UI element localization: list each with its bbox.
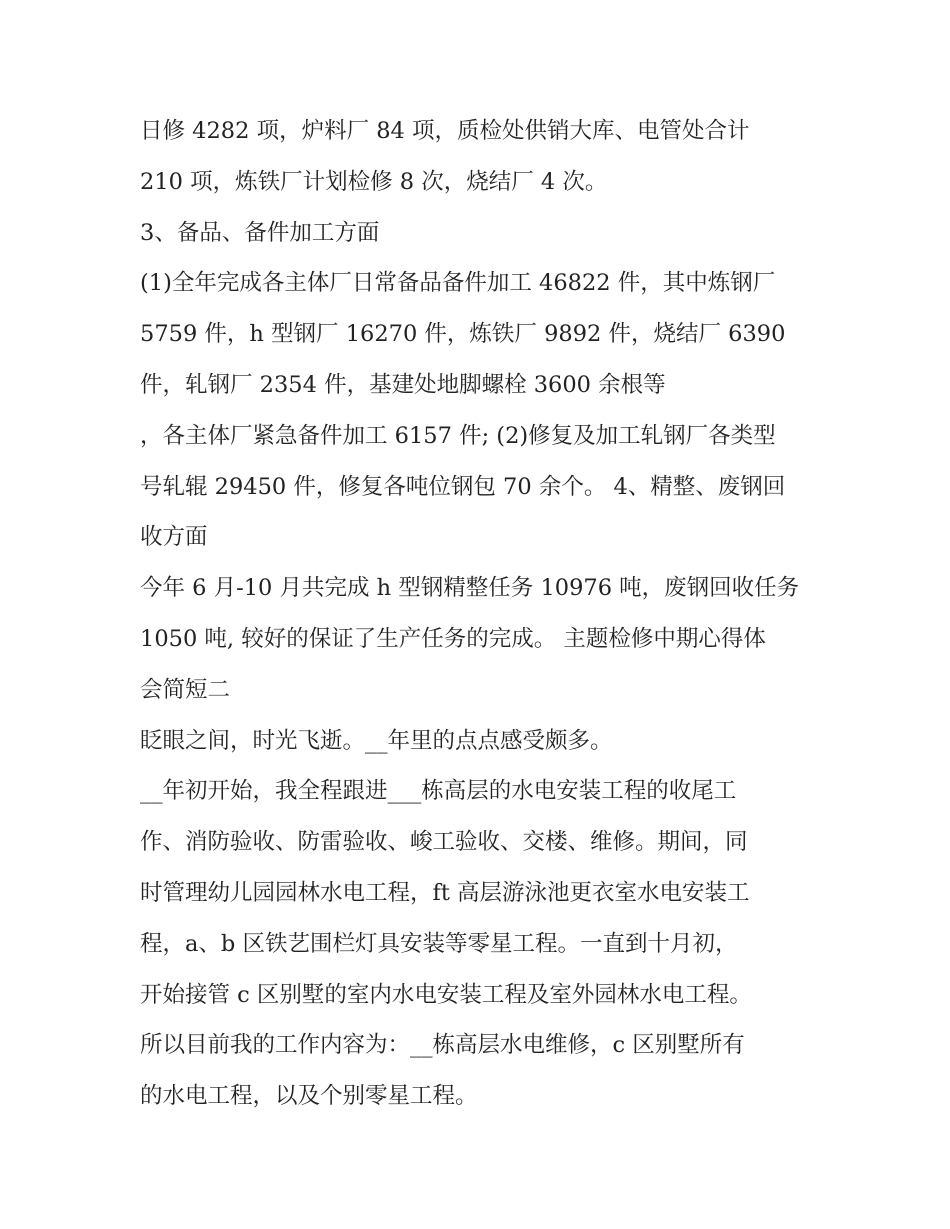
text-line: 程，a、b 区铁艺围栏灯具安装等零星工程。一直到十月初， [140, 930, 738, 957]
text-line: 的水电工程，以及个别零星工程。 [140, 1083, 478, 1110]
text-line: 今年 6 月-10 月共完成 h 型钢精整任务 10976 吨，废钢回收任务 [140, 575, 800, 602]
section-heading: 3、备品、备件加工方面 [140, 219, 380, 246]
text-line: 日修 4282 项，炉料厂 84 项，质检处供销大库、电管处合计 [140, 118, 750, 144]
text-line: 收方面 [140, 524, 208, 551]
text-line: 号轧辊 29450 件，修复各吨位钢包 70 余个。 4、精整、废钢回 [140, 473, 786, 500]
text-line: 210 项，炼铁厂计划检修 8 次，烧结厂 4 次。 [140, 168, 608, 195]
text-line: 所以目前我的工作内容为：__栋高层水电维修，c 区别墅所有 [140, 1032, 745, 1059]
text-line: 件，轧钢厂 2354 件，基建处地脚螺栓 3600 余根等 [140, 371, 666, 398]
text-line: 会简短二 [140, 676, 231, 703]
text-line: 作、消防验收、防雷验收、峻工验收、交楼、维修。期间，同 [140, 829, 748, 856]
text-line: (1)全年完成各主体厂日常备品备件加工 46822 件，其中炼钢厂 [140, 270, 776, 297]
text-line: __年初开始，我全程跟进___栋高层的水电安装工程的收尾工 [140, 778, 737, 805]
text-line: 5759 件，h 型钢厂 16270 件，炼铁厂 9892 件，烧结厂 6390 [140, 321, 786, 348]
text-line: 1050 吨, 较好的保证了生产任务的完成。 主题检修中期心得体 [140, 625, 766, 652]
text-line: ，各主体厂紧急备件加工 6157 件; (2)修复及加工轧钢厂各类型 [140, 422, 776, 449]
text-line: 时管理幼儿园园林水电工程，ft 高层游泳池更衣室水电安装工 [140, 879, 750, 906]
document-body [140, 108, 820, 1124]
text-line: 开始接管 c 区别墅的室内水电安装工程及室外园林水电工程。 [140, 981, 752, 1008]
text-line: 眨眼之间，时光飞逝。__年里的点点感受颇多。 [140, 727, 613, 754]
